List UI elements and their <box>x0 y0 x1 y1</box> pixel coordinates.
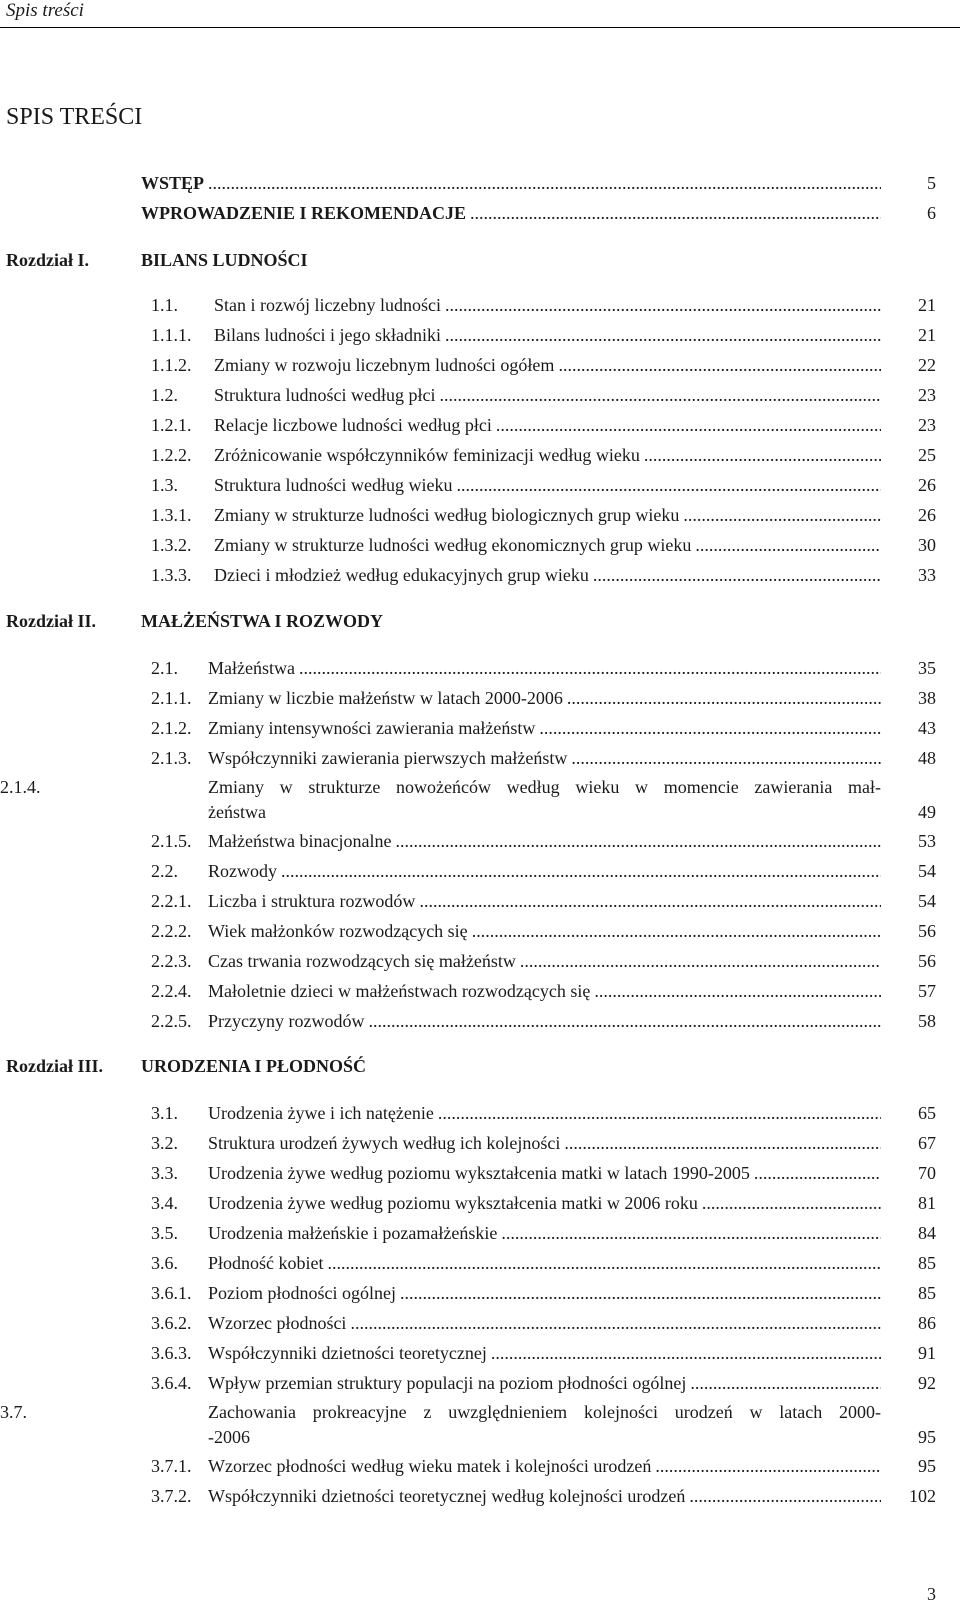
dot-leader <box>535 715 881 741</box>
toc-entry-title: Płodność kobiet <box>208 1253 324 1273</box>
page-title: SPIS TREŚCI <box>6 104 143 130</box>
toc-entry <box>0 412 960 438</box>
toc-entry-page: 84 <box>918 1223 936 1243</box>
toc-entry-page: 5 <box>927 173 936 193</box>
toc-entry-page: 22 <box>918 355 936 375</box>
toc-entry-title-leader <box>208 685 881 711</box>
toc-entry-page: 26 <box>918 475 936 495</box>
toc-entry-number: 2.1. <box>151 658 178 678</box>
toc-entry-page: 6 <box>927 203 936 223</box>
chapter-title: URODZENIA I PŁODNOŚĆ <box>141 1056 367 1076</box>
toc-entry <box>0 1190 960 1216</box>
toc-entry <box>0 472 960 498</box>
toc-entry-page: 92 <box>918 1373 936 1393</box>
toc-entry <box>0 292 960 318</box>
toc-entry-page: 35 <box>918 658 936 678</box>
toc-entry-page: 86 <box>918 1313 936 1333</box>
toc-entry-number: 3.6. <box>151 1253 178 1273</box>
toc-entry <box>0 170 960 196</box>
toc-entry-number: 2.2.3. <box>151 951 192 971</box>
toc-entry-title: Małżeństwa <box>208 658 295 678</box>
toc-entry-title-leader <box>214 412 881 438</box>
chapter-heading <box>0 608 960 634</box>
toc-entry <box>0 1250 960 1276</box>
toc-entry-title-leader <box>208 918 881 944</box>
toc-entry-title: Współczynniki zawierania pierwszych małżeństw <box>208 748 568 768</box>
toc-entry-page: 65 <box>918 1103 936 1123</box>
page-number: 3 <box>927 1584 936 1604</box>
toc-entry-title: Zachowania prokreacyjne z uwzględnieniem kolejności urodzeń w latach 2000- <box>208 1402 881 1422</box>
toc-entry-title-leader <box>141 170 881 196</box>
toc-entry-title: Struktura ludności według płci <box>214 385 436 405</box>
toc-entry-page: 85 <box>918 1253 936 1273</box>
toc-entry-title: WSTĘP <box>141 173 205 193</box>
toc-entry-title: Zróżnicowanie współczynników feminizacji według wieku <box>214 445 640 465</box>
toc-entry-title-leader <box>208 1280 881 1306</box>
chapter-title: BILANS LUDNOŚCI <box>141 250 308 270</box>
dot-leader <box>324 1250 882 1276</box>
toc-entry-number: 3.7. <box>0 1402 27 1422</box>
toc-entry <box>0 1400 960 1454</box>
dot-leader <box>567 745 881 771</box>
toc-entry-number: 2.1.1. <box>151 688 192 708</box>
toc-entry <box>0 828 960 854</box>
dot-leader <box>589 562 881 588</box>
toc-entry-number: 1.3.1. <box>151 505 192 525</box>
toc-entry-title: Wzorzec płodności według wieku matek i kolejności urodzeń <box>208 1456 652 1476</box>
dot-leader <box>204 170 881 196</box>
toc-entry-title: WPROWADZENIE I REKOMENDACJE <box>141 203 467 223</box>
dot-leader <box>391 828 881 854</box>
dot-leader <box>691 532 881 558</box>
toc-entry-title: Współczynniki dzietności teoretycznej <box>208 1343 487 1363</box>
dot-leader <box>295 655 881 681</box>
toc-entry-title-continued: -2006 <box>208 1427 250 1447</box>
dot-leader <box>364 1008 881 1034</box>
toc-entry-title-leader <box>214 322 881 348</box>
toc-entry-page: 49 <box>918 802 936 822</box>
toc-entry <box>0 200 960 226</box>
dot-leader <box>415 888 881 914</box>
toc-entry-number: 3.3. <box>151 1163 178 1183</box>
dot-leader <box>698 1190 881 1216</box>
dot-leader <box>441 322 881 348</box>
toc-entry-number: 1.1.1. <box>151 325 192 345</box>
toc-entry-title: Zmiany w strukturze ludności według ekonomicznych grup wieku <box>214 535 692 555</box>
toc-entry-page: 54 <box>918 861 936 881</box>
toc-entry-page: 56 <box>918 951 936 971</box>
toc-entry-title: Przyczyny rozwodów <box>208 1011 365 1031</box>
toc-entry-page: 21 <box>918 295 936 315</box>
toc-entry-page: 43 <box>918 718 936 738</box>
toc-entry-title: Wiek małżonków rozwodzących się <box>208 921 468 941</box>
toc-entry-title-leader <box>208 1100 881 1126</box>
dot-leader <box>686 1370 881 1396</box>
toc-entry-title-leader <box>208 745 881 771</box>
dot-leader <box>497 1220 881 1246</box>
toc-entry <box>0 655 960 681</box>
toc-entry-title: Wzorzec płodności <box>208 1313 347 1333</box>
chapter-title: MAŁŻEŃSTWA I ROZWODY <box>141 611 384 631</box>
toc-entry-number: 3.7.1. <box>151 1456 192 1476</box>
toc-entry-number: 2.2.1. <box>151 891 192 911</box>
toc-entry-title-leader <box>214 292 881 318</box>
dot-leader <box>750 1160 881 1186</box>
toc-entry-number: 1.2. <box>151 385 178 405</box>
toc-entry-page: 23 <box>918 385 936 405</box>
dot-leader <box>679 502 881 528</box>
chapter-heading <box>0 1053 960 1079</box>
toc-entry-title: Czas trwania rozwodzących się małżeństw <box>208 951 516 971</box>
toc-entry-title-leader <box>214 352 881 378</box>
toc-entry-number: 1.1. <box>151 295 178 315</box>
toc-entry-number: 2.1.3. <box>151 748 192 768</box>
toc-entry-title-leader <box>208 888 881 914</box>
toc-entry-title: Urodzenia żywe według poziomu wykształcenia matki w latach 1990-2005 <box>208 1163 750 1183</box>
toc-entry-title-leader <box>208 1130 881 1156</box>
toc-entry-title-leader <box>214 442 881 468</box>
toc-entry-number: 3.6.1. <box>151 1283 192 1303</box>
toc-entry <box>0 1453 960 1479</box>
toc-entry <box>0 918 960 944</box>
toc-entry-title: Poziom płodności ogólnej <box>208 1283 396 1303</box>
toc-entry-title: Urodzenia małżeńskie i pozamałżeńskie <box>208 1223 498 1243</box>
toc-entry-title-leader <box>208 715 881 741</box>
dot-leader <box>277 858 881 884</box>
toc-entry-title-leader <box>208 1220 881 1246</box>
toc-entry <box>0 382 960 408</box>
toc-entry <box>0 1100 960 1126</box>
toc-entry-number: 2.2.5. <box>151 1011 192 1031</box>
toc-entry-number: 3.6.3. <box>151 1343 192 1363</box>
toc-entry-page: 30 <box>918 535 936 555</box>
toc-entry-title: Urodzenia żywe i ich natężenie <box>208 1103 434 1123</box>
toc-entry <box>0 1160 960 1186</box>
toc-entry <box>0 858 960 884</box>
toc-entry-number: 3.2. <box>151 1133 178 1153</box>
toc-entry-title-leader <box>214 472 881 498</box>
toc-entry-number: 2.1.2. <box>151 718 192 738</box>
toc-entry-title: Rozwody <box>208 861 277 881</box>
toc-entry-title-leader <box>214 382 881 408</box>
toc-entry-title: Stan i rozwój liczebny ludności <box>214 295 441 315</box>
toc-entry <box>0 1340 960 1366</box>
toc-entry-title-leader <box>208 1483 881 1509</box>
toc-entry-page: 70 <box>918 1163 936 1183</box>
toc-entry-page: 57 <box>918 981 936 1001</box>
header-rule <box>0 27 960 28</box>
dot-leader <box>441 292 881 318</box>
toc-entry-title-leader <box>208 858 881 884</box>
toc-entry-title-leader <box>208 1453 881 1479</box>
toc-entry-title-continued: żeństwa <box>208 802 266 822</box>
toc-entry-title: Liczba i struktura rozwodów <box>208 891 416 911</box>
toc-entry-title-leader <box>208 1160 881 1186</box>
running-head: Spis treści <box>6 0 84 21</box>
toc-entry-title: Zmiany intensywności zawierania małżeństw <box>208 718 536 738</box>
dot-leader <box>452 472 881 498</box>
dot-leader <box>396 1280 881 1306</box>
toc-entry-page: 102 <box>909 1486 936 1506</box>
toc-entry-number: 3.6.4. <box>151 1373 192 1393</box>
toc-entry-number: 2.2. <box>151 861 178 881</box>
toc-entry-page: 91 <box>918 1343 936 1363</box>
toc-entry-page: 85 <box>918 1283 936 1303</box>
toc-entry-number: 2.2.4. <box>151 981 192 1001</box>
toc-entry-title: Dzieci i młodzież według edukacyjnych grup wieku <box>214 565 589 585</box>
dot-leader <box>434 1100 881 1126</box>
toc-entry-page: 95 <box>918 1456 936 1476</box>
chapter-label: Rozdział III. <box>6 1056 104 1076</box>
toc-entry-title-leader <box>208 800 881 825</box>
dot-leader <box>563 685 881 711</box>
toc-entry-title: Relacje liczbowe ludności według płci <box>214 415 492 435</box>
toc-entry-title-leader <box>208 1310 881 1336</box>
toc-entry-title-leader <box>208 1250 881 1276</box>
toc-entry-page: 21 <box>918 325 936 345</box>
toc-entry-title: Małżeństwa binacjonalne <box>208 831 392 851</box>
toc-entry-page: 56 <box>918 921 936 941</box>
toc-entry-number: 3.4. <box>151 1193 178 1213</box>
toc-entry <box>0 1220 960 1246</box>
toc-entry <box>0 532 960 558</box>
toc-entry <box>0 948 960 974</box>
toc-entry-number: 3.7.2. <box>151 1486 192 1506</box>
toc-entry-page: 25 <box>918 445 936 465</box>
toc-entry-title: Małoletnie dzieci w małżeństwach rozwodzących się <box>208 981 591 1001</box>
toc-entry-title-leader <box>208 828 881 854</box>
dot-leader <box>516 948 881 974</box>
toc-entry-page: 38 <box>918 688 936 708</box>
toc-entry <box>0 775 960 829</box>
toc-entry-title: Struktura urodzeń żywych według ich kolejności <box>208 1133 561 1153</box>
toc-entry-title: Zmiany w strukturze ludności według biologicznych grup wieku <box>214 505 680 525</box>
toc-entry-page: 67 <box>918 1133 936 1153</box>
dot-leader <box>640 442 881 468</box>
chapter-label: Rozdział I. <box>6 250 89 270</box>
toc-entry-title: Zmiany w liczbie małżeństw w latach 2000-2006 <box>208 688 563 708</box>
toc-entry <box>0 685 960 711</box>
toc-entry-title-leader <box>208 1008 881 1034</box>
toc-entry-number: 3.5. <box>151 1223 178 1243</box>
dot-leader <box>560 1130 881 1156</box>
toc-entry-number: 1.1.2. <box>151 355 192 375</box>
chapter-heading <box>0 247 960 273</box>
toc-entry <box>0 1483 960 1509</box>
toc-entry-title-leader <box>214 562 881 588</box>
toc-entry-title-leader <box>214 532 881 558</box>
dot-leader <box>487 1340 881 1366</box>
toc-entry-title-leader <box>208 655 881 681</box>
toc-entry <box>0 442 960 468</box>
dot-leader <box>651 1453 881 1479</box>
toc-entry-title-leader <box>214 502 881 528</box>
toc-entry-number: 1.3.3. <box>151 565 192 585</box>
toc-entry-title: Zmiany w strukturze nowożeńców według wieku w momencie zawierania mał- <box>208 777 881 797</box>
dot-leader <box>346 1310 881 1336</box>
toc-entry <box>0 1130 960 1156</box>
toc-entry-title-leader <box>208 1425 881 1450</box>
toc-entry-number: 1.3. <box>151 475 178 495</box>
toc-entry-number: 2.1.4. <box>0 777 41 797</box>
toc-entry <box>0 888 960 914</box>
toc-entry-title-leader <box>208 1370 881 1396</box>
toc-entry-number: 1.2.1. <box>151 415 192 435</box>
toc-entry-number: 1.3.2. <box>151 535 192 555</box>
toc-entry <box>0 1370 960 1396</box>
toc-entry <box>0 745 960 771</box>
toc-entry-title: Bilans ludności i jego składniki <box>214 325 441 345</box>
chapter-label: Rozdział II. <box>6 611 96 631</box>
toc-entry-page: 95 <box>918 1427 936 1447</box>
toc-entry-page: 54 <box>918 891 936 911</box>
toc-entry <box>0 322 960 348</box>
toc-entry <box>0 1280 960 1306</box>
toc-entry <box>0 715 960 741</box>
toc-entry-page: 81 <box>918 1193 936 1213</box>
toc-entry-title-leader <box>208 978 881 1004</box>
toc-entry-page: 23 <box>918 415 936 435</box>
toc-entry-title: Współczynniki dzietności teoretycznej według kolejności urodzeń <box>208 1486 686 1506</box>
toc-entry-title-leader <box>208 1340 881 1366</box>
dot-leader <box>685 1483 881 1509</box>
toc-entry-page: 58 <box>918 1011 936 1031</box>
toc-entry-title-leader <box>141 200 881 226</box>
toc-entry-page: 48 <box>918 748 936 768</box>
toc-entry <box>0 1310 960 1336</box>
toc-entry-number: 3.1. <box>151 1103 178 1123</box>
toc-entry-title: Urodzenia żywe według poziomu wykształcenia matki w 2006 roku <box>208 1193 698 1213</box>
toc-entry-page: 53 <box>918 831 936 851</box>
toc-entry-number: 1.2.2. <box>151 445 192 465</box>
toc-entry-title: Wpływ przemian struktury populacji na poziom płodności ogólnej <box>208 1373 687 1393</box>
dot-leader <box>492 412 881 438</box>
toc-entry <box>0 562 960 588</box>
toc-entry-number: 2.1.5. <box>151 831 192 851</box>
toc-entry-title-leader <box>208 1190 881 1216</box>
dot-leader <box>468 918 881 944</box>
dot-leader <box>435 382 881 408</box>
toc-entry-number: 2.2.2. <box>151 921 192 941</box>
toc-entry <box>0 352 960 378</box>
toc-entry <box>0 978 960 1004</box>
toc-entry <box>0 502 960 528</box>
dot-leader <box>590 978 881 1004</box>
toc-entry-title-leader <box>208 948 881 974</box>
toc-entry-page: 26 <box>918 505 936 525</box>
toc-entry-title: Zmiany w rozwoju liczebnym ludności ogółem <box>214 355 555 375</box>
toc-entry-number: 3.6.2. <box>151 1313 192 1333</box>
dot-leader <box>466 200 881 226</box>
toc-entry-title: Struktura ludności według wieku <box>214 475 453 495</box>
dot-leader <box>554 352 881 378</box>
toc-entry-page: 33 <box>918 565 936 585</box>
toc-entry <box>0 1008 960 1034</box>
